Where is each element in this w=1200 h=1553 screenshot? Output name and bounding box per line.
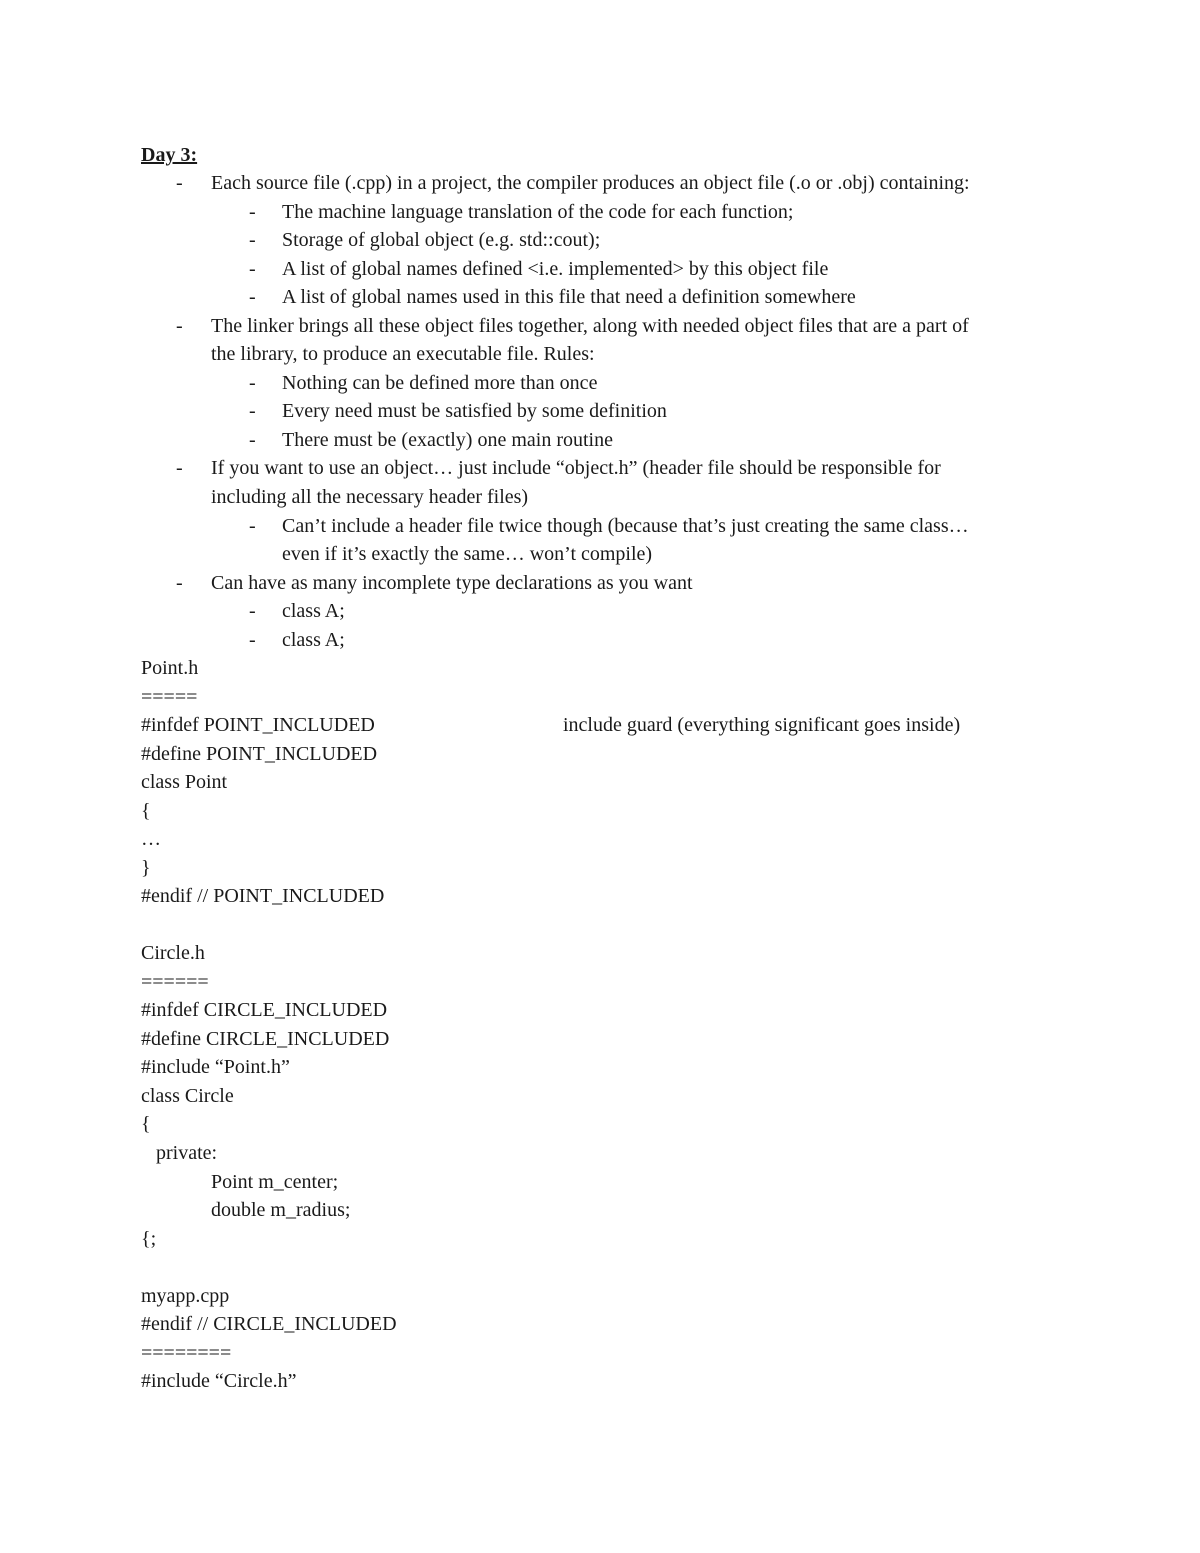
sub-bullet-dash: -	[249, 286, 256, 308]
sub-bullet-text: Nothing can be defined more than once	[282, 372, 598, 394]
code-line: #define CIRCLE_INCLUDED	[141, 1028, 390, 1050]
sub-bullet-text: Every need must be satisfied by some definition	[282, 400, 667, 422]
bullet-text-continued: including all the necessary header files)	[211, 486, 529, 508]
sub-bullet-dash: -	[249, 600, 256, 622]
bullet-text: The linker brings all these object files together, along with needed object files that are a part of	[211, 315, 969, 337]
sub-bullet-text: A list of global names defined <i.e. implemented> by this object file	[282, 258, 829, 280]
code-line: #endif // CIRCLE_INCLUDED	[141, 1313, 397, 1335]
sub-bullet-text: There must be (exactly) one main routine	[282, 429, 613, 451]
sub-bullet-dash: -	[249, 429, 256, 451]
code-line: {	[141, 1113, 151, 1135]
bullet-dash: -	[176, 172, 183, 194]
sub-bullet-text: Storage of global object (e.g. std::cout);	[282, 229, 601, 251]
code-line: #endif // POINT_INCLUDED	[141, 885, 385, 907]
code-line: Point.h	[141, 657, 199, 679]
sub-bullet-text: A list of global names used in this file that need a definition somewhere	[282, 286, 856, 308]
code-line: myapp.cpp	[141, 1285, 230, 1307]
sub-bullet-text-continued: even if it’s exactly the same… won’t compile)	[282, 543, 653, 565]
bullet-text: If you want to use an object… just include “object.h” (header file should be responsible for	[211, 457, 941, 479]
bullet-dash: -	[176, 457, 183, 479]
sub-bullet-dash: -	[249, 629, 256, 651]
code-line: ======	[141, 971, 209, 993]
code-line: class Circle	[141, 1085, 234, 1107]
bullet-text: Can have as many incomplete type declarations as you want	[211, 572, 693, 594]
include-guard-note: include guard (everything significant goes inside)	[563, 714, 961, 736]
code-line: double m_radius;	[211, 1199, 351, 1221]
code-line: =====	[141, 686, 198, 708]
code-line: class Point	[141, 771, 228, 793]
code-line: #define POINT_INCLUDED	[141, 743, 378, 765]
bullet-dash: -	[176, 572, 183, 594]
code-line: }	[141, 857, 151, 879]
code-line: #include “Circle.h”	[141, 1370, 297, 1392]
code-line: …	[141, 828, 161, 850]
code-line: #infdef POINT_INCLUDED	[141, 714, 375, 736]
sub-bullet-dash: -	[249, 515, 256, 537]
sub-bullet-dash: -	[249, 258, 256, 280]
bullet-dash: -	[176, 315, 183, 337]
code-line: #infdef CIRCLE_INCLUDED	[141, 999, 388, 1021]
code-line: Circle.h	[141, 942, 205, 964]
code-line: {;	[141, 1228, 157, 1250]
sub-bullet-text: class A;	[282, 600, 345, 622]
bullet-text-continued: the library, to produce an executable file. Rules:	[211, 343, 595, 365]
page-title: Day 3:	[141, 144, 198, 166]
sub-bullet-text: Can’t include a header file twice though (because that’s just creating the same class…	[282, 515, 969, 537]
code-line: private:	[156, 1142, 218, 1164]
code-line: ========	[141, 1342, 232, 1364]
code-line: Point m_center;	[211, 1171, 339, 1193]
sub-bullet-dash: -	[249, 229, 256, 251]
sub-bullet-dash: -	[249, 201, 256, 223]
sub-bullet-dash: -	[249, 372, 256, 394]
bullet-text: Each source file (.cpp) in a project, the compiler produces an object file (.o or .obj) containing:	[211, 172, 970, 194]
sub-bullet-text: class A;	[282, 629, 345, 651]
sub-bullet-text: The machine language translation of the code for each function;	[282, 201, 794, 223]
code-line: {	[141, 800, 151, 822]
code-line: #include “Point.h”	[141, 1056, 290, 1078]
sub-bullet-dash: -	[249, 400, 256, 422]
